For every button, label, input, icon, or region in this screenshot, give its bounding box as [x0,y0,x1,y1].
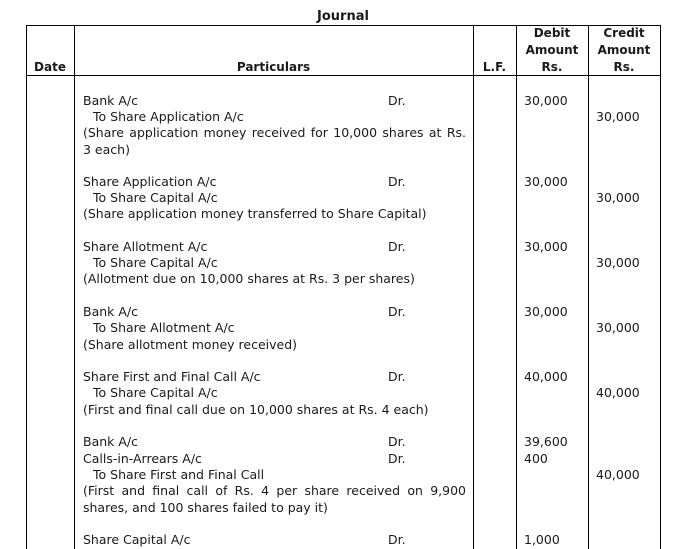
entry-2-credit-account: To Share Capital A/c [93,190,218,205]
entry-6-credit-amount: 40,000 [596,467,640,482]
entry-6-dr-label-2: Dr. [388,451,406,466]
header-particulars: Particulars [236,60,311,74]
column-divider-particulars [473,25,474,549]
entry-4-debit-amount: 30,000 [524,304,568,319]
column-divider-lf [516,25,517,549]
header-credit [588,25,660,76]
column-divider-debit [588,25,589,549]
entry-1-debit-amount: 30,000 [524,93,568,108]
entry-1-credit-amount: 30,000 [596,109,640,124]
entry-4-credit-account: To Share Allotment A/c [93,320,235,335]
entry-2-dr-label: Dr. [388,174,406,189]
page-title: Journal [317,9,369,24]
entry-3-debit-account: Share Allotment A/c [83,239,208,254]
entry-5-credit-amount: 40,000 [596,385,640,400]
entry-6-credit-account: To Share First and Final Call [93,467,265,482]
entry-1-dr-label: Dr. [388,93,406,108]
header-lf: L.F. [482,60,507,74]
entry-6-debit-account-2: Calls-in-Arrears A/c [83,451,202,466]
entry-4-credit-amount: 30,000 [596,320,640,335]
entry-4-debit-account: Bank A/c [83,304,139,319]
entry-5-debit-amount: 40,000 [524,369,568,384]
entry-5-debit-account: Share First and Final Call A/c [83,369,261,384]
header-credit-line-1: Credit [603,26,645,40]
entry-2-credit-amount: 30,000 [596,190,640,205]
header-debit-line-2: Amount [525,43,579,57]
entry-6-narration: (First and final call of Rs. 4 per share received on 9,900 shares, and 100 shares failed to pay it) [83,483,466,515]
table-border-right [660,25,661,549]
entry-3-credit-amount: 30,000 [596,255,640,270]
column-divider-date [74,25,75,549]
entry-3-dr-label: Dr. [388,239,406,254]
header-date: Date [34,60,66,74]
entry-6-debit-account-1: Bank A/c [83,434,139,449]
header-credit-line-2: Amount [597,43,651,57]
entry-3-narration: (Allotment due on 10,000 shares at Rs. 3 per shares) [83,271,415,286]
entry-7-dr-label: Dr. [388,532,406,547]
entry-6-debit-amount-1: 39,600 [524,434,568,449]
entry-5-narration: (First and final call due on 10,000 shares at Rs. 4 each) [83,402,429,417]
entry-7-debit-account: Share Capital A/c [83,532,191,547]
entry-6-dr-label-1: Dr. [388,434,406,449]
entry-4-narration: (Share allotment money received) [83,337,298,352]
entry-6-debit-amount-2: 400 [524,451,548,466]
entry-1-debit-account: Bank A/c [83,93,139,108]
entry-1-narration: (Share application money received for 10,000 shares at Rs. 3 each) [83,125,466,157]
entry-7-debit-amount: 1,000 [524,532,560,547]
header-debit-line-1: Debit [533,26,571,40]
header-debit-line-3: Rs. [541,60,563,74]
entry-2-debit-account: Share Application A/c [83,174,217,189]
entry-5-credit-account: To Share Capital A/c [93,385,218,400]
entry-4-dr-label: Dr. [388,304,406,319]
entry-5-dr-label: Dr. [388,369,406,384]
entry-2-narration: (Share application money transferred to Share Capital) [83,206,427,221]
entry-2-debit-amount: 30,000 [524,174,568,189]
table-border-left [26,25,27,549]
entry-3-debit-amount: 30,000 [524,239,568,254]
entry-3-credit-account: To Share Capital A/c [93,255,218,270]
header-debit [516,25,588,76]
header-credit-line-3: Rs. [613,60,635,74]
entry-1-credit-account: To Share Application A/c [93,109,244,124]
